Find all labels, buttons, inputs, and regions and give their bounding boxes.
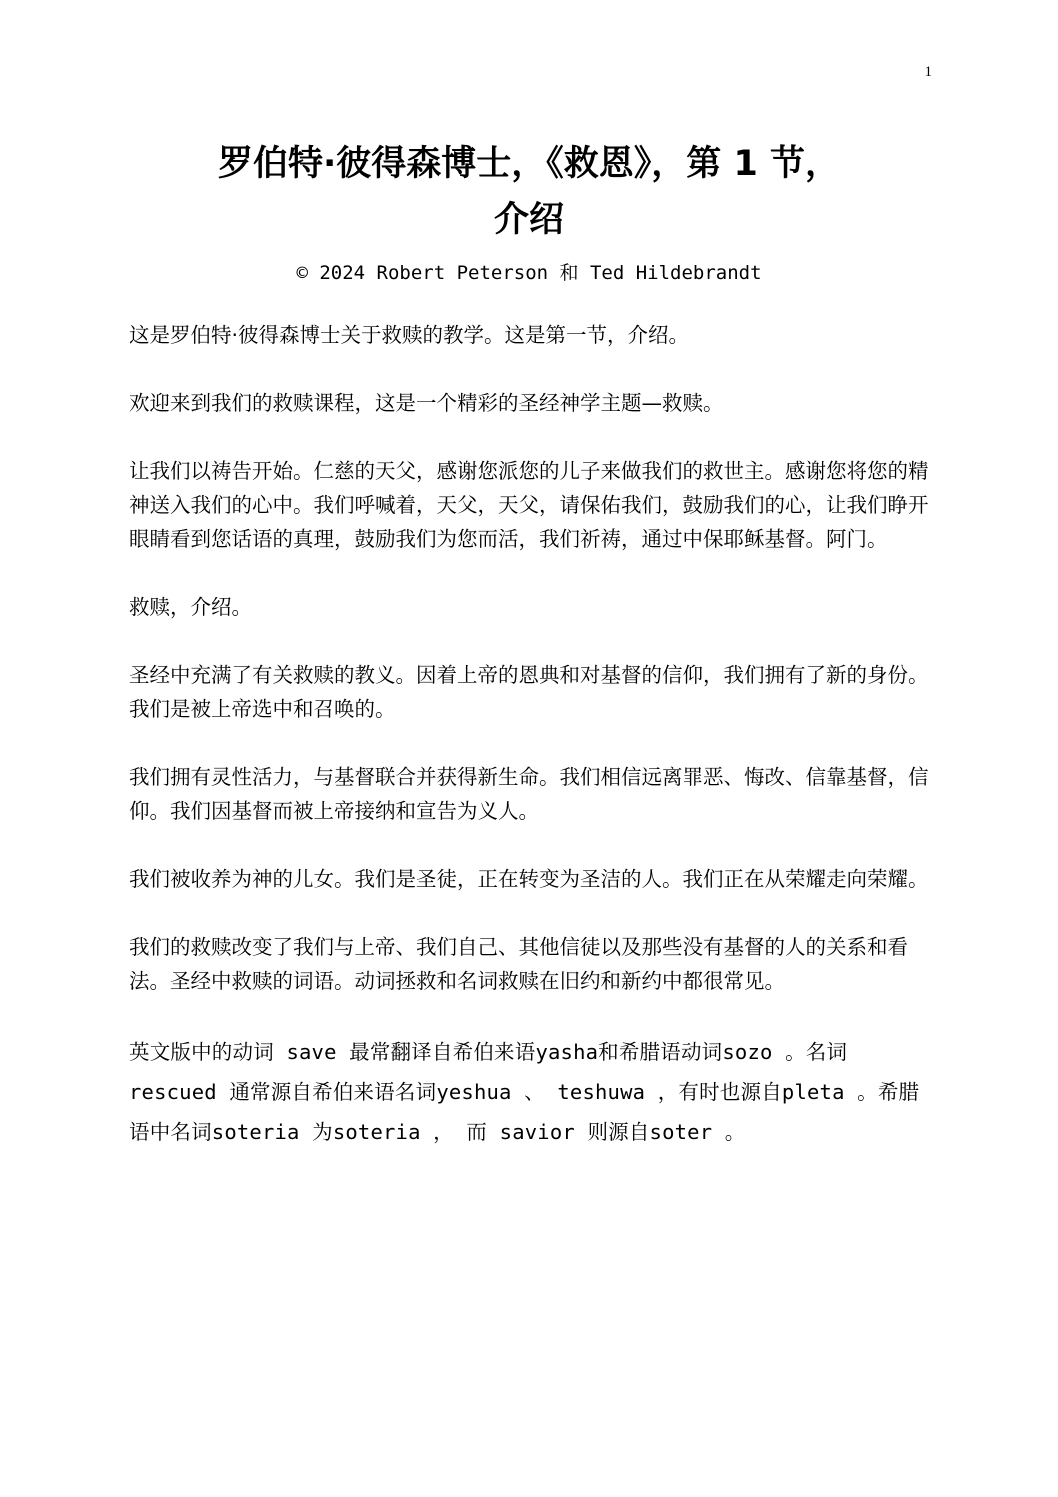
paragraph-prayer: 让我们以祷告开始。仁慈的天父，感谢您派您的儿子来做我们的救世主。感谢您将您的精神送入我们的心中。我们呼喊着，天父，天父，请保佑我们，鼓励我们的心，让我们睁开眼睛看到您话语的真理，鼓励我们为您而活，我们祈祷，通过中保耶稣基督。阿门。 (129, 459, 929, 551)
paragraph-section-heading: 救赎，介绍。 (129, 595, 252, 619)
paragraph-welcome: 欢迎来到我们的救赎课程，这是一个精彩的圣经神学主题—救赎。 (129, 391, 724, 415)
paragraph-word-study: 英文版中的动词 save 最常翻译自希伯来语yasha和希腊语动词sozo 。名词 rescued 通常源自希伯来语名词yeshua 、 teshuwa ，有时也源自pleta 。希腊语中名词soteria 为soteria ， 而 savior 则源自soter 。 (129, 1040, 920, 1144)
title-line-1: 罗伯特·彼得森博士，《救恩》，第 1 节， (217, 144, 841, 184)
title-line-2: 介绍 (493, 200, 564, 240)
document-title (100, 136, 958, 248)
page-number: 1 (924, 64, 932, 80)
paragraph-intro: 这是罗伯特·彼得森博士关于救赎的教学。这是第一节，介绍。 (129, 323, 690, 347)
paragraph-adoption: 我们被收养为神的儿女。我们是圣徒，正在转变为圣洁的人。我们正在从荣耀走向荣耀。 (129, 867, 929, 891)
body-text (129, 318, 929, 1186)
paragraph-doctrine: 圣经中充满了有关救赎的教义。因着上帝的恩典和对基督的信仰，我们拥有了新的身份。我们是被上帝选中和召唤的。 (129, 663, 929, 721)
copyright-line: © 2024 Robert Peterson 和 Ted Hildebrandt (296, 262, 762, 284)
paragraph-spiritual-life: 我们拥有灵性活力，与基督联合并获得新生命。我们相信远离罪恶、悔改、信靠基督，信仰。我们因基督而被上帝接纳和宣告为义人。 (129, 765, 929, 823)
paragraph-relationships: 我们的救赎改变了我们与上帝、我们自己、其他信徒以及那些没有基督的人的关系和看法。圣经中救赎的词语。动词拯救和名词救赎在旧约和新约中都很常见。 (129, 935, 908, 993)
